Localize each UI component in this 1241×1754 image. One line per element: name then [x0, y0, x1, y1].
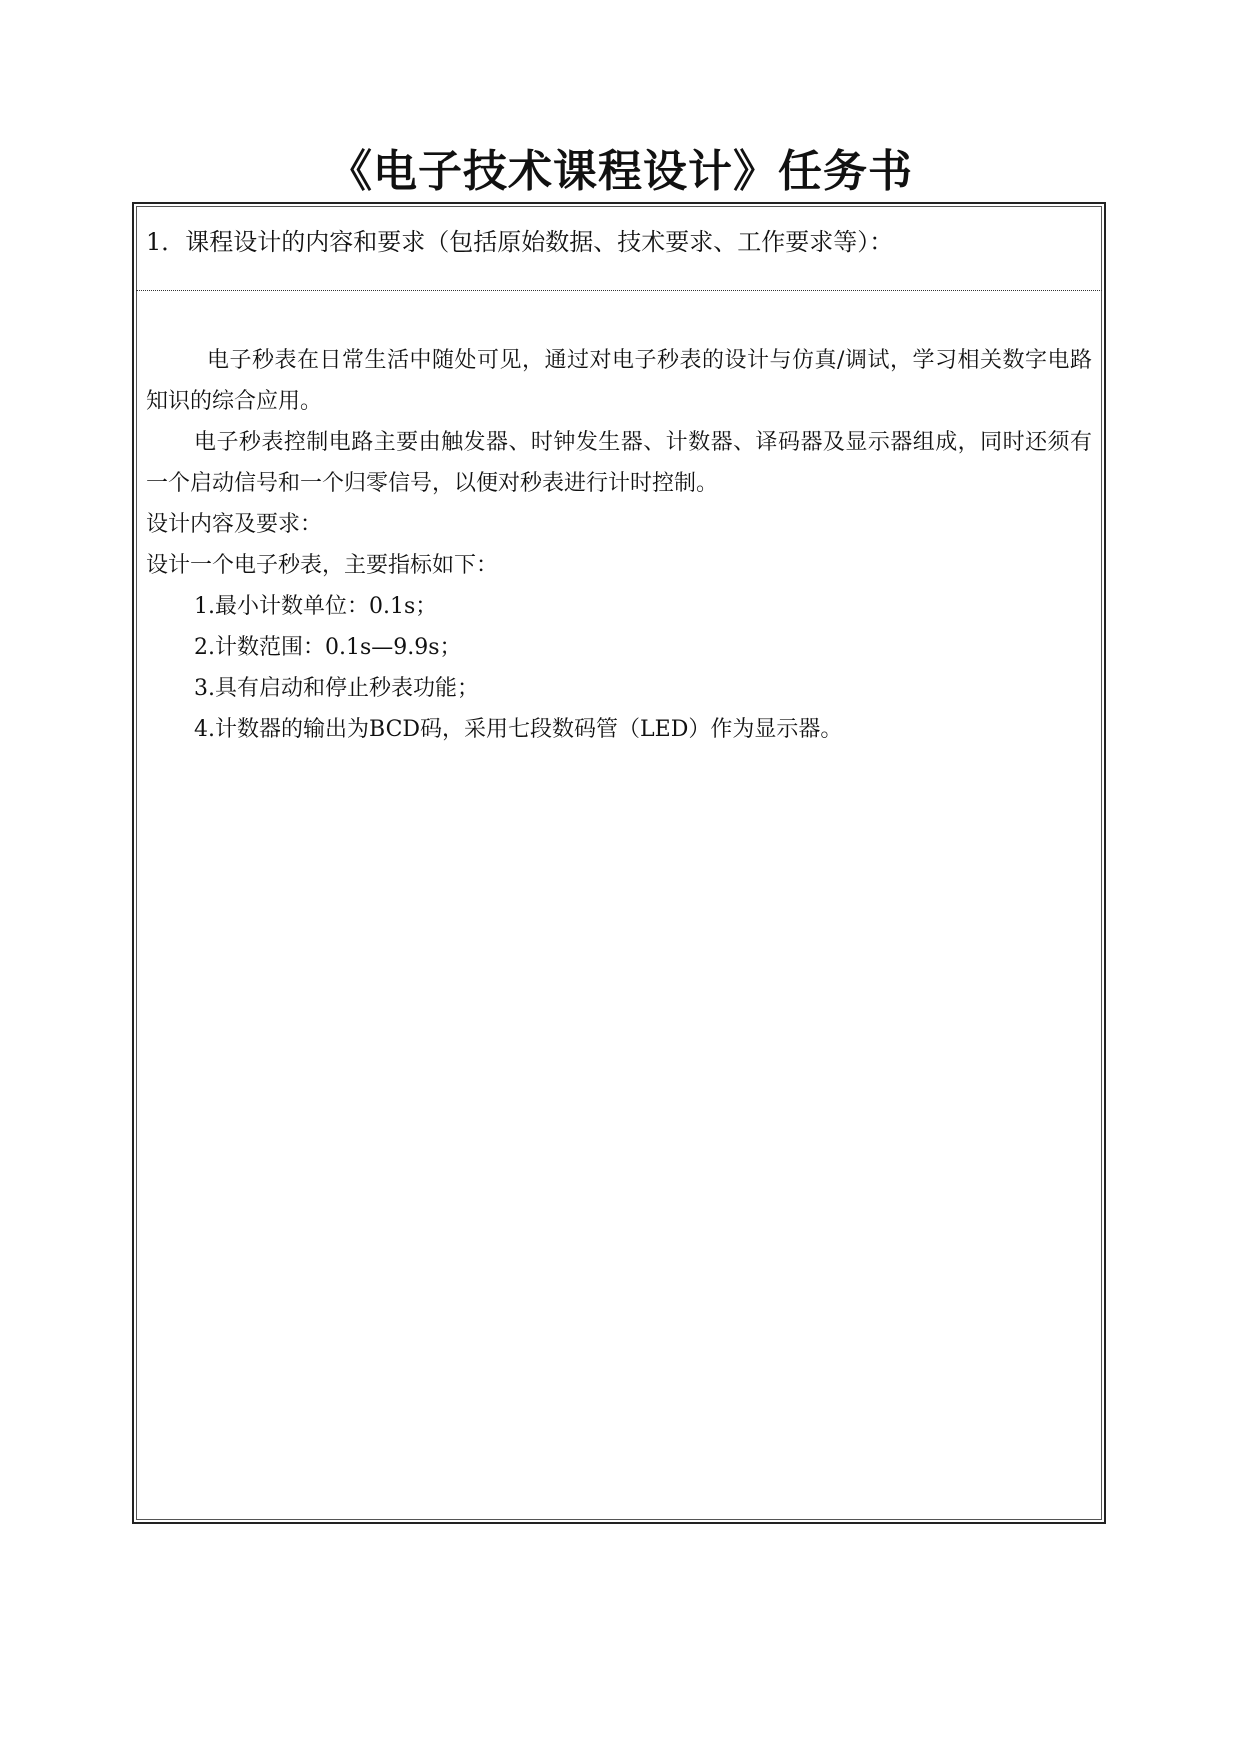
spec-item-min-unit: 1.最小计数单位：0.1s；	[194, 594, 438, 619]
spec-item-range: 2.计数范围：0.1s—9.9s；	[194, 635, 462, 660]
dotted-divider	[136, 290, 1102, 291]
spec-item-start-stop: 3.具有启动和停止秒表功能；	[194, 676, 479, 701]
intro-paragraph: 电子秒表在日常生活中随处可见，通过对电子秒表的设计与仿真/调试，学习相关数字电路知识的综合应用。	[146, 348, 1092, 414]
document-title: 《电子技术课程设计》任务书	[328, 146, 913, 197]
section-heading: 1．课程设计的内容和要求（包括原始数据、技术要求、工作要求等）：	[146, 228, 894, 256]
requirements-label: 设计内容及要求：	[146, 512, 323, 537]
circuit-paragraph: 电子秒表控制电路主要由触发器、时钟发生器、计数器、译码器及显示器组成，同时还须有一个启动信号和一个归零信号，以便对秒表进行计时控制。	[146, 430, 1092, 496]
section-content	[146, 340, 1092, 750]
task-content-box	[132, 202, 1106, 1524]
design-statement: 设计一个电子秒表，主要指标如下：	[146, 553, 499, 578]
spec-item-output: 4.计数器的输出为BCD码，采用七段数码管（LED）作为显示器。	[194, 717, 843, 742]
